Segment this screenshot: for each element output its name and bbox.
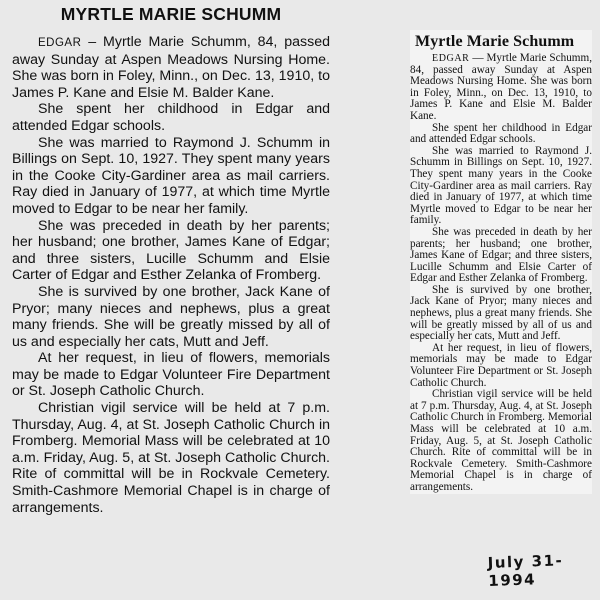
right-paragraph-4: She was preceded in death by her parents; her husband; one brother, James Kane of Edgar; and three sisters, Lucille Schumm and Elsie Carter of Edgar and Esther Zelanka of Fromberg. bbox=[410, 225, 592, 285]
right-headline: Myrtle Marie Schumm bbox=[415, 33, 575, 50]
handwritten-date: July 31-1994 bbox=[487, 551, 564, 590]
left-paragraph-7: Christian vigil service will be held at 7 p.m. Thursday, Aug. 4, at St. Joseph Catholic Church in Fromberg. Memorial Mass will be celebrated at 10 a.m. Friday, Aug. 5, at St. Joseph Catholic Church. Rite of committal will be in Rockvale Cemetery. Smith-Cashmore Memorial Chapel is in charge of arrangements. bbox=[12, 400, 330, 516]
left-paragraph-6: At her request, in lieu of flowers, memorials may be made to Edgar Volunteer Fire Department or St. Joseph Catholic Church. bbox=[12, 350, 330, 400]
right-paragraph-1: EDGAR — Myrtle Marie Schumm, 84, passed away Sunday at Aspen Meadows Nursing Home. She was born in Foley, Minn., on Dec. 13, 1910, to James P. Kane and Elsie M. Balder Kane. bbox=[410, 52, 592, 122]
right-paragraph-2: She spent her childhood in Edgar and attended Edgar schools. bbox=[410, 121, 592, 146]
right-paragraph-3: She was married to Raymond J. Schumm in Billings on Sept. 10, 1927. They spent many years in the Cooke City-Gardiner area as mail carriers. Ray died in January of 1977, at which time Myrtle moved to Edgar to be near her family. bbox=[410, 144, 592, 227]
left-dateline: EDGAR bbox=[38, 37, 82, 49]
left-paragraph-5: She is survived by one brother, Jack Kane of Pryor; many nieces and nephews, plus a great many friends. She will be greatly missed by all of us and especially her cats, Mutt and Jeff. bbox=[12, 283, 330, 350]
left-paragraph-2: She spent her childhood in Edgar and attended Edgar schools. bbox=[12, 101, 330, 134]
left-paragraph-3: She was married to Raymond J. Schumm in Billings on Sept. 10, 1927. They spent many years in the Cooke City-Gardiner area as mail carriers. Ray died in January of 1977, at which time Myrtle moved to Edgar to be near her family. bbox=[12, 134, 330, 217]
right-newspaper-clipping bbox=[410, 30, 592, 494]
right-paragraph-6: At her request, in lieu of flowers, memorials may be made to Edgar Volunteer Fire Department or St. Joseph Catholic Church. bbox=[410, 341, 592, 389]
left-headline: MYRTLE MARIE SCHUMM bbox=[60, 4, 282, 24]
left-newspaper-clipping bbox=[12, 0, 330, 516]
left-paragraph-1: EDGAR – Myrtle Marie Schumm, 84, passed away Sunday at Aspen Meadows Nursing Home. She was born in Foley, Minn., on Dec. 13, 1910, to James P. Kane and Elsie M. Balder Kane. bbox=[12, 34, 330, 101]
left-paragraph-4: She was preceded in death by her parents; her husband; one brother, James Kane of Edgar; and three sisters, Lucille Schumm and Elsie Carter of Edgar and Esther Zelanka of Fromberg. bbox=[12, 217, 330, 284]
right-paragraph-5: She is survived by one brother, Jack Kane of Pryor; many nieces and nephews, plus a great many friends. She will be greatly missed by all of us and especially her cats, Mutt and Jeff. bbox=[410, 283, 592, 343]
right-dateline: EDGAR bbox=[432, 53, 470, 64]
right-paragraph-7: Christian vigil service will be held at 7 p.m. Thursday, Aug. 4, at St. Joseph Catholic Church in Fromberg. Memorial Mass will be celebrated at 10 a.m. Friday, Aug. 5, at St. Joseph Catholic Church. Rite of committal will be in Rockvale Cemetery. Smith-Cashmore Memorial Chapel is in charge of arrangements. bbox=[410, 388, 592, 493]
